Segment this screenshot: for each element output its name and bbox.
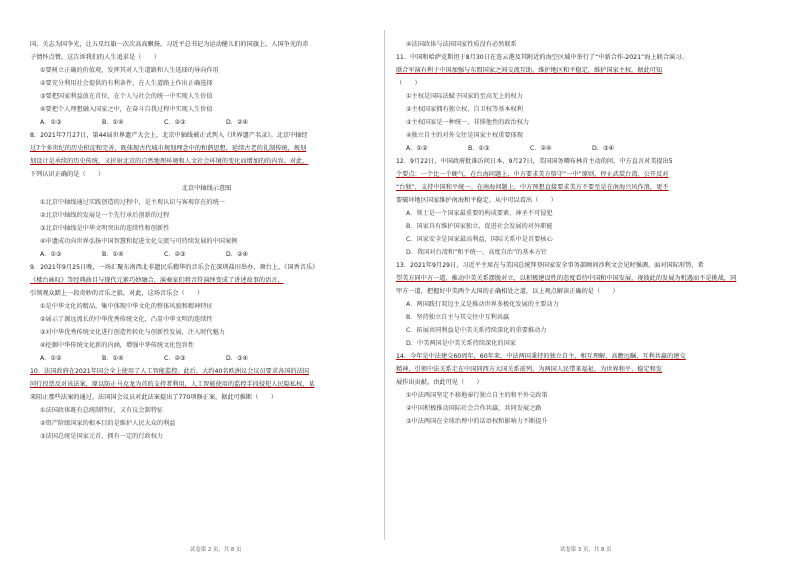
- q9-stem-line: 9．2021年9月25日晚，一场汇聚东南西北非遗民乐精华的音乐会在深圳盐田举办，舞台上，《国香音乐》: [30, 264, 319, 271]
- q8-option: ②北京中轴线的发展是一个先行承后创新的过程: [40, 212, 170, 219]
- q7-stem-line: 子情怀点赞。这告诉我们的人生追求是（ ）: [30, 54, 160, 61]
- q11-stem-line: 联合军演有利于中国加强与东盟国家之间交流互助，维护地区和平稳定，维护国家主权。据此可知: [396, 67, 663, 74]
- q8-stem-line: 过7个多世纪的历史积淀和完善，既体现古代城市规划理念中的和谐思想，延续古老的礼制传统，规划: [30, 145, 307, 152]
- q13-option: B．坚持独立自主与其交往中互利共赢: [406, 314, 510, 321]
- q7-stem-line: 国、关志为国争光，让五星红旗一次次高高飘扬。习近平总书记为运动健儿们的国旗上、人国争光的赤: [30, 41, 309, 48]
- q14-option: ②中国积极推动国际社会合作共赢、共同发展之路: [406, 405, 542, 412]
- q9-option: ②展示了源远流长的中华优秀传统文化，凸显中华文明的连续性: [40, 316, 213, 323]
- choice-a: A．①③: [40, 119, 62, 126]
- q12-option: D．我国对台湾和“和平统一、高度自治”的基本方针: [406, 249, 548, 256]
- q8-option: ④申遗成功向世界弘扬中国智慧和促进文化交流与可持续发展的中国案例: [40, 238, 238, 245]
- q8-option: ①北京中轴线通过实践创造的过程中，是主观认识与客观存在的统一: [40, 199, 225, 206]
- q12-option: C．国家安全是国家最高利益，国际关系中是首要核心: [406, 236, 553, 243]
- q12-stem-line: “台独”，支持中国和平统一。在南海问题上，中方预想直接要求美方不要至是在南海兴风作浪，更不: [396, 184, 669, 191]
- q13-option: A．两国践行双边主义是推动世界多极化发展的主要动力: [406, 301, 559, 308]
- q13-stem-line: 13．2021年9月29日，习近平主席在与美国总统拜登国家安全事务部顾问沙利文会见时强调，面对国际形势，希: [396, 262, 704, 269]
- q9-choices: [30, 352, 383, 365]
- choice-b: B．①④: [102, 119, 124, 126]
- q11-stem-line: 11．中国和哈萨克斯坦于8月30日在连云港及其附近的海空区域中举行了“中新合作-2021”海上联合演习。: [396, 54, 688, 61]
- q7-option: ④要把个人理想融入国家之中，在奋斗自我过程中实现人生价值: [40, 106, 213, 113]
- choice-b: B．①④: [102, 251, 124, 258]
- q14-stem-line: 展作出贡献。由此可见（ ）: [396, 379, 483, 386]
- choice-b: B．①④: [102, 355, 124, 362]
- q11-option: ④独立自主的对外交往是国家主权重要体现: [406, 132, 523, 139]
- q10-stem-line: 来阻止那些法案的通过。法国国会议员对此法案提出了770项修正案。据此可推断（ ）: [30, 394, 277, 401]
- choice-d: D．②④: [226, 119, 249, 126]
- choice-d: D．②④: [226, 251, 249, 258]
- q10-option: ②资产阶级国家的根本目的是维护人民大众的利益: [40, 420, 176, 427]
- q7-option: ①要树立正确的价值观，发挥其对人生道路和人生选择的导向作用: [40, 67, 219, 74]
- choice-a: A．①②: [406, 145, 428, 152]
- q7-option: ②要充分利用社会提供的有利条件，在人生道路上作出正确选择: [40, 80, 213, 87]
- q12-stem-line: 12．9月22日，中国政府批准访问日本，9月27日，美国国务卿布林肯主动的问，中方直言对美提出5: [396, 158, 673, 165]
- q7-option: ③要把国家利益放在首位，在个人与社会的统一中实现人生价值: [40, 93, 213, 100]
- q12-option: A．领土是一个国家最重要的构成要素，神圣不可侵犯: [406, 210, 553, 217]
- q8-choices: [30, 248, 383, 261]
- choice-c: C．②③: [164, 355, 186, 362]
- choice-a: A．①②: [40, 355, 62, 362]
- q9-stem-line: 引领观众踏上一段奇妙的音乐之旅。对此，这场音乐会（ ）: [30, 290, 204, 297]
- page-footer-right: 试卷第 3 页，共 8 页: [560, 547, 612, 553]
- left-column: [30, 38, 383, 443]
- q9-option: ③对中华优秀传统文化进行创造性转化与创新性发展，注入时代魅力: [40, 329, 225, 336]
- q7-choices: [30, 116, 383, 129]
- q10-option: ①法国政体既有总统制特征，又有议会制特征: [40, 407, 164, 414]
- q14-stem-line: 14．今年是中法建交60周年，60年来，中法两国秉持的独立自主、相互理解、高瞻远瞩、互利共赢的建交: [396, 353, 686, 360]
- q11-option: ③主权国家是一种统一、非排他性的政治权力: [406, 119, 530, 126]
- q11-stem-line: （ ）: [396, 80, 421, 87]
- q8-stem-line: 划设计是承续的历史传统，又折射北京的自然地理环境和人文社会环境的变化而增加的的内容。对此，: [30, 158, 309, 165]
- q9-option: ④挖掘中华传统文化新的内涵，增强中华传统文化包容性: [40, 342, 195, 349]
- q8-option: ③北京中轴线是中华文明突出的连续性和创新性: [40, 225, 170, 232]
- q12-stem-line: 个要点：一个比一个硬气，在台海问题上，中方要求美方恪守“一中”原则，停止武装台湾，公开反对: [396, 171, 669, 178]
- q14-option: ③中法两国在全球治理中的话语权和影响力不断提升: [406, 418, 548, 425]
- q13-stem-line: 甲方一道，把握好中美两个大国的正确相处之道，以上观点解读正确的是（ ）: [396, 288, 619, 295]
- choice-c: C．②③: [164, 119, 186, 126]
- q8-stem-line: 下列认识正确的是（ ）: [30, 171, 105, 178]
- q10-option: ④法国政体与法国国家性质没有必然联系: [406, 41, 517, 48]
- q10-stem-line: 同行投票反对该法案，原以防止马克龙为首的支持者利用，人工智能使用的监控手段侵犯人民隐私权，某: [30, 381, 315, 388]
- choice-c: C．②③: [164, 251, 186, 258]
- q13-stem-line: 望美方同中方一道，推动中美关系摆脱对立，以积极建设性的态度看待中国和中国发展，视彼此的发展为机遇而不是挑战，同: [396, 275, 737, 282]
- q9-option: ①是中华文化的精品，集中体现中华文化的整体风貌和精神特征: [40, 303, 213, 310]
- choice-d: D．③④: [226, 355, 249, 362]
- q13-option: C．拓展共同利益是中美关系持续深化的重要推动力: [406, 327, 547, 334]
- choice-c: C．②④: [530, 145, 552, 152]
- choice-d: D．③④: [592, 145, 615, 152]
- page-footer-left: 试卷第 2 页，共 8 页: [190, 547, 242, 553]
- q9-stem-line: 《楼台咏叹》等经典曲目与现代元素巧妙融合，演奏家们将音符演绎变成了讲述故事的语言，: [30, 277, 284, 284]
- choice-a: A．①③: [40, 251, 62, 258]
- q14-option: ①中法两国坚定不移地奉行独立自主的和平外交政策: [406, 392, 548, 399]
- q12-option: B．国家具有维护国家独立、促进社会发展的对外职能: [406, 223, 553, 230]
- q11-choices: [396, 142, 749, 155]
- column-divider: [384, 30, 385, 540]
- q14-stem-line: 精神，引领中法关系走在中国同西方大国关系前列，为两国人民带来福祉，为世界和平、稳定和发: [396, 366, 663, 373]
- q8-stem-line: 8．2021年7月27日，第44届世界遗产大会上，北京中轴线被正式列入《世界遗产名录》。北京中轴经: [30, 132, 308, 139]
- right-column: [396, 38, 749, 428]
- q10-stem-line: 10．法国政府在2021年国会全上使用了人工智能监控。此后，大约40名欧洲议会议员要求各国的法国: [30, 368, 309, 375]
- q11-option: ②主权国家拥有独立权，自卫权等基本权利: [406, 106, 523, 113]
- q11-option: ①主权是国际法赋予国家的至高无上的权力: [406, 93, 523, 100]
- q13-option: D．中美两国是中美关系持续深化的国家: [406, 340, 516, 347]
- q10-option: ③法国总统是国家元首，拥有一定的行政权力: [40, 433, 164, 440]
- choice-b: B．①③: [468, 145, 490, 152]
- q12-stem-line: 要破坏地区国家维护南海和平稳定。从中可以看出（ ）: [396, 197, 557, 204]
- figure-title: 北京中轴线示意图: [181, 185, 232, 192]
